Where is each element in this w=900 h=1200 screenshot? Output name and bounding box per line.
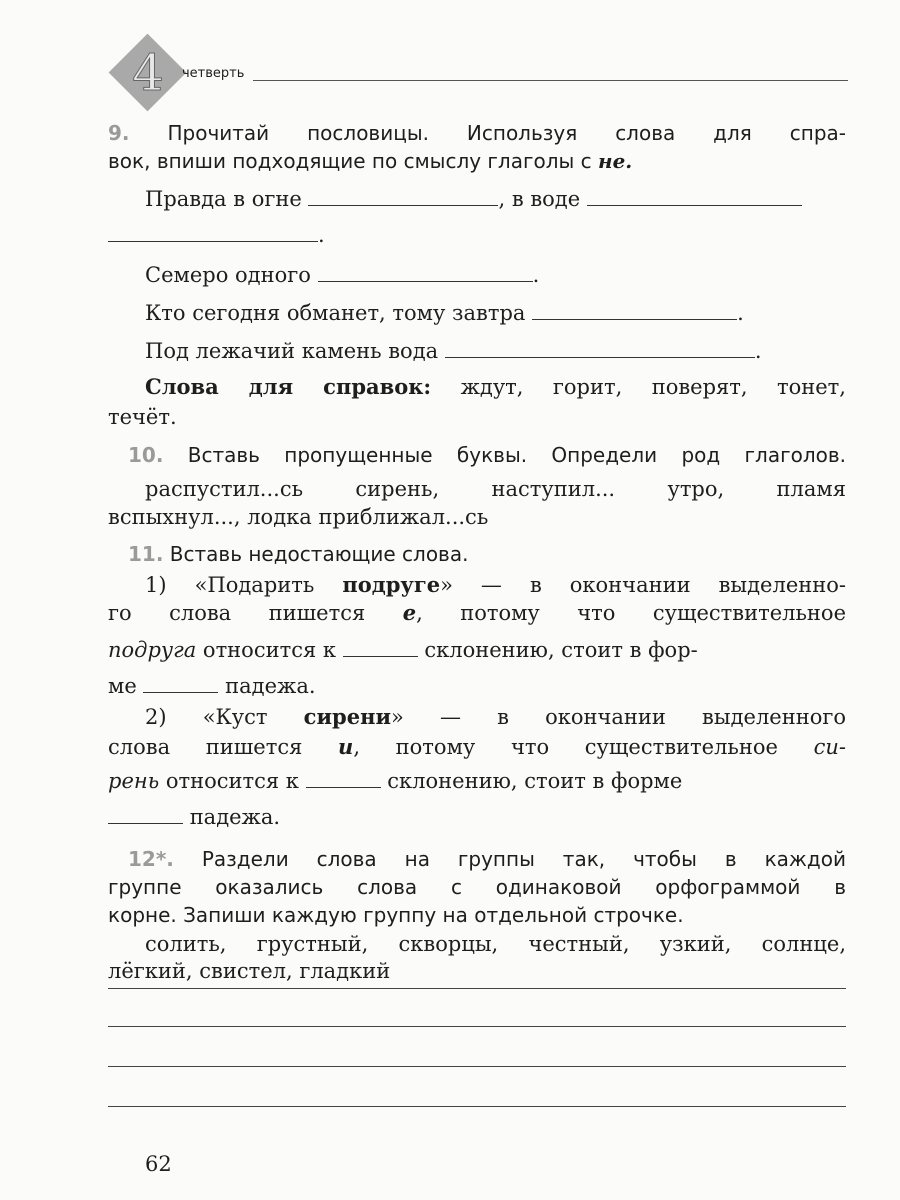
answer-blank[interactable]	[143, 674, 218, 693]
answer-blank[interactable]	[532, 301, 737, 320]
task12-words-2: лёгкий, свистел, гладкий	[108, 959, 391, 983]
task10-line-2: вспыхнул..., лодка приближал...сь	[108, 505, 489, 529]
quarter-number: 4	[132, 44, 164, 102]
help-words: Слова для справок: ждут, горит, поверят, тонет,	[145, 374, 846, 399]
writing-line[interactable]	[108, 988, 846, 989]
quarter-label: четверть	[182, 66, 245, 81]
answer-blank[interactable]	[308, 187, 498, 206]
task9-instruction-1: 9. Прочитай пословицы. Используя слова для спра-	[108, 121, 847, 145]
answer-blank[interactable]	[108, 223, 318, 242]
task11-s1-line1: 1) «Подарить подруге» — в окончании выделенно-	[145, 572, 846, 597]
task9-instruction-2: вок, впиши подходящие по смыслу глаголы с не.	[108, 149, 633, 173]
writing-line[interactable]	[108, 1026, 846, 1027]
task11-s2-line3: рень относится к склонению, стоит в форме	[108, 769, 683, 793]
task11-s2-line2: слова пишется и, потому что существительное си-	[108, 734, 846, 759]
proverb-3: Кто сегодня обманет, тому завтра .	[145, 301, 744, 325]
answer-blank[interactable]	[587, 187, 802, 206]
header-rule	[253, 80, 848, 81]
task12-instruction-3: корне. Запиши каждую группу на отдельной строчке.	[108, 903, 684, 927]
answer-blank[interactable]	[306, 769, 381, 788]
task12-instruction-2: группе оказались слова с одинаковой орфограммой в	[108, 875, 846, 899]
task10-instruction: 10. Вставь пропущенные буквы. Определи род глаголов.	[128, 443, 846, 467]
proverb-1-cont: .	[108, 222, 846, 248]
task11-s2-line1: 2) «Куст сирени» — в окончании выделенного	[145, 704, 846, 729]
proverb-1: Правда в огне , в воде	[145, 186, 883, 212]
answer-blank[interactable]	[343, 638, 418, 657]
page-number: 62	[145, 1152, 172, 1176]
answer-blank[interactable]	[445, 339, 755, 358]
proverb-2: Семеро одного .	[145, 263, 540, 287]
task12-words-1: солить, грустный, скворцы, честный, узкий, солнце,	[145, 932, 846, 956]
task11-s1-line2: го слова пишется е, потому что существительное	[108, 600, 846, 625]
writing-line[interactable]	[108, 1066, 846, 1067]
answer-blank[interactable]	[108, 805, 183, 824]
proverb-4: Под лежачий камень вода .	[145, 339, 762, 363]
task11-instruction: 11. Вставь недостающие слова.	[128, 542, 469, 566]
task11-s1-line3: подруга относится к склонению, стоит в фор-	[108, 638, 698, 662]
task12-instruction-1: 12*. Раздели слова на группы так, чтобы в каждой	[128, 847, 846, 871]
task10-line-1: распустил...сь сирень, наступил... утро, пламя	[145, 477, 846, 501]
answer-blank[interactable]	[318, 263, 533, 282]
writing-line[interactable]	[108, 1106, 846, 1107]
task11-s2-line4: падежа.	[108, 804, 846, 830]
help-words-cont: течёт.	[108, 405, 177, 429]
task11-s1-line4: ме падежа.	[108, 674, 316, 698]
